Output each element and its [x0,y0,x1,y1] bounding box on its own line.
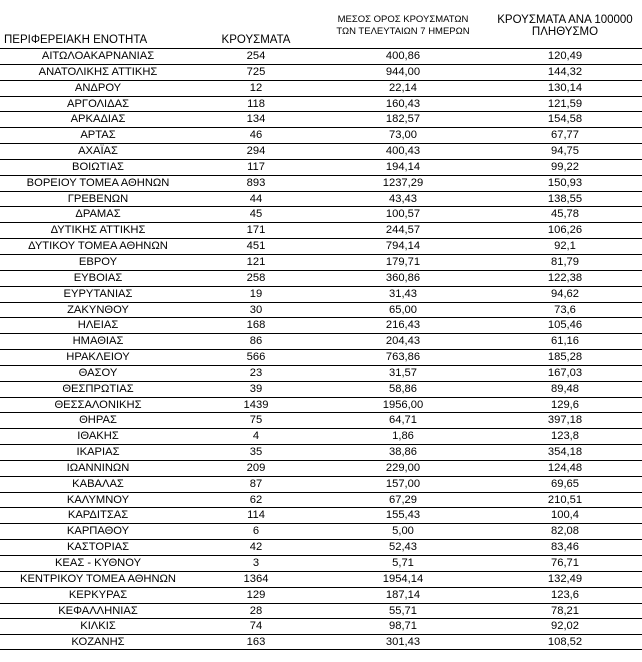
avg-cell: 22,14 [389,81,417,94]
rate-cell: 45,78 [551,208,579,221]
avg-cell: 301,43 [385,636,421,649]
rate-cell: 167,03 [547,366,583,379]
avg-cell: 360,86 [385,271,421,284]
cases-cell: 117 [247,160,265,173]
table-row [0,555,642,571]
cases-cell: 3 [252,557,260,569]
cases-cell: 163 [246,636,266,649]
table-row [0,64,642,80]
column-header-avg-line2: ΤΩΝ ΤΕΛΕΥΤΑΙΩΝ 7 ΗΜΕΡΩΝ [336,26,470,37]
rate-cell: 122,38 [547,271,583,284]
table-row [0,412,642,428]
avg-cell: 194,14 [385,160,421,173]
region-cell: ΚΕΦΑΛΛΗΝΙΑΣ [58,604,138,617]
table-row [0,523,642,539]
avg-cell: 157,00 [385,477,421,490]
rate-cell: 106,26 [547,224,583,237]
rate-cell: 130,14 [547,81,583,94]
cases-cell: 74 [249,620,263,633]
avg-cell: 944,00 [385,65,421,78]
region-cell: ΑΡΤΑΣ [80,129,116,142]
avg-cell: 38,86 [389,446,417,459]
avg-cell: 58,86 [389,382,417,395]
avg-cell: 182,57 [385,113,421,126]
table-row [0,206,642,222]
rate-cell: 150,93 [547,176,583,189]
rate-cell: 82,08 [551,525,579,538]
rate-cell: 73,6 [554,303,576,316]
rate-cell: 124,48 [547,461,583,474]
region-cell: ΘΕΣΠΡΩΤΙΑΣ [62,382,134,395]
table-row [0,381,642,397]
avg-cell: 244,57 [385,224,421,237]
table-row [0,270,642,286]
table-row [0,634,642,650]
rate-cell: 83,46 [551,541,579,554]
cases-cell: 75 [249,414,263,427]
rate-cell: 108,52 [547,636,583,649]
avg-cell: 1956,00 [382,398,424,411]
region-cell: ΕΒΡΟΥ [78,255,118,268]
cases-cell: 294 [246,145,266,158]
rate-cell: 397,18 [547,414,583,427]
cases-cell: 209 [246,461,266,474]
rate-cell: 154,58 [547,113,583,126]
table-row [0,571,642,587]
rate-cell: 89,48 [551,382,579,395]
avg-cell: 179,71 [385,255,421,268]
column-header-cases [196,34,316,46]
cases-cell: 42 [249,541,263,554]
region-cell: ΚΑΡΔΙΤΣΑΣ [67,509,129,522]
table-row [0,460,642,476]
table-row [0,80,642,96]
region-cell: ΓΡΕΒΕΝΩΝ [67,192,129,205]
avg-cell: 1237,29 [382,176,424,189]
avg-cell: 216,43 [385,319,421,332]
cases-cell: 44 [249,192,263,205]
cases-table-body [0,48,642,650]
table-row [0,349,642,365]
cases-cell: 4 [252,430,260,443]
avg-cell: 55,71 [389,604,417,617]
region-cell: ΚΕΡΚΥΡΑΣ [68,588,128,601]
cases-cell: 87 [249,477,263,490]
table-row [0,127,642,143]
cases-cell: 171 [246,224,266,237]
cases-cell: 725 [246,65,266,78]
cases-cell: 451 [246,240,266,253]
avg-cell: 763,86 [385,351,421,364]
cases-cell: 35 [249,446,263,459]
avg-cell: 160,43 [385,97,421,110]
column-header-cases-label: ΚΡΟΥΣΜΑΤΑ [221,34,291,46]
avg-cell: 1954,14 [382,572,424,585]
column-header-7day-average [316,14,490,38]
rate-cell: 100,4 [551,509,579,522]
table-row [0,507,642,523]
region-cell: ΙΩΑΝΝΙΝΩΝ [66,461,130,474]
avg-cell: 400,43 [385,145,421,158]
cases-cell: 114 [247,509,265,522]
region-cell: ΕΥΒΟΙΑΣ [73,271,123,284]
cases-cell: 62 [249,493,263,506]
column-header-avg-line1: ΜΕΣΟΣ ΟΡΟΣ ΚΡΟΥΣΜΑΤΩΝ [337,14,469,25]
rate-cell: 94,75 [551,145,579,158]
rate-cell: 92,02 [551,620,579,633]
avg-cell: 400,86 [385,50,421,62]
rate-cell: 76,71 [551,557,579,569]
region-cell: ΙΚΑΡΙΑΣ [76,446,120,459]
region-cell: ΚΑΣΤΟΡΙΑΣ [66,541,130,554]
avg-cell: 229,00 [385,461,421,474]
rate-cell: 99,22 [551,160,579,173]
avg-cell: 73,00 [389,129,417,142]
rate-cell: 210,51 [547,493,583,506]
table-row [0,222,642,238]
region-cell: ΗΜΑΘΙΑΣ [72,335,124,348]
cases-cell: 1439 [243,398,269,411]
cases-cell: 254 [246,50,266,62]
region-cell: ΔΥΤΙΚΟΥ ΤΟΜΕΑ ΑΘΗΝΩΝ [28,240,168,253]
region-cell: ΒΟΡΕΙΟΥ ΤΟΜΕΑ ΑΘΗΝΩΝ [26,176,170,189]
table-row [0,428,642,444]
rate-cell: 105,46 [547,319,583,332]
rate-cell: 81,79 [551,255,579,268]
region-cell: ΘΑΣΟΥ [78,366,118,379]
rate-cell: 121,59 [547,97,583,110]
table-row [0,96,642,112]
avg-cell: 5,71 [392,557,414,569]
table-row [0,539,642,555]
avg-cell: 43,43 [389,192,417,205]
region-cell: ΑΡΓΟΛΙΔΑΣ [66,97,130,110]
avg-cell: 31,57 [389,366,417,379]
rate-cell: 144,32 [547,65,583,78]
region-cell: ΖΑΚΥΝΘΟΥ [67,303,129,316]
rate-cell: 67,77 [551,129,579,142]
region-cell: ΚΑΡΠΑΘΟΥ [66,525,130,538]
column-header-rate-line2: ΠΛΗΘΥΣΜΟ [531,26,599,38]
rate-cell: 185,28 [547,351,583,364]
cases-cell: 1364 [243,572,269,585]
avg-cell: 155,43 [385,509,421,522]
column-header-rate-per-100000 [490,14,640,38]
region-cell: ΑΧΑΪΑΣ [78,145,118,158]
rate-cell: 69,65 [551,477,579,490]
table-row [0,317,642,333]
region-cell: ΗΛΕΙΑΣ [77,319,119,332]
cases-cell: 19 [249,287,263,300]
table-row [0,365,642,381]
cases-cell: 168 [246,319,266,332]
table-row [0,444,642,460]
table-row [0,143,642,159]
cases-cell: 46 [249,129,263,142]
table-row [0,587,642,603]
table-row [0,302,642,318]
region-cell: ΚΟΖΑΝΗΣ [71,636,125,649]
cases-cell: 118 [247,97,265,110]
avg-cell: 5,00 [392,525,414,538]
avg-cell: 52,43 [389,541,417,554]
region-cell: ΘΗΡΑΣ [79,414,117,427]
column-header-rate-line1: ΚΡΟΥΣΜΑΤΑ ΑΝΑ 100000 [497,14,633,26]
cases-cell: 86 [249,335,263,348]
table-row [0,254,642,270]
avg-cell: 98,71 [389,620,417,633]
region-cell: ΗΡΑΚΛΕΙΟΥ [66,351,130,364]
avg-cell: 100,57 [385,208,421,221]
rate-cell: 132,49 [547,572,583,585]
table-row [0,492,642,508]
rate-cell: 92,1 [554,240,576,253]
cases-cell: 23 [249,366,263,379]
avg-cell: 31,43 [389,287,417,300]
column-header-region [0,34,200,46]
cases-cell: 134 [246,113,266,126]
rate-cell: 123,8 [551,430,579,443]
table-row [0,48,642,64]
table-row [0,618,642,634]
cases-cell: 45 [249,208,263,221]
table-row [0,159,642,175]
region-cell: ΑΙΤΩΛΟΑΚΑΡΝΑΝΙΑΣ [41,50,155,62]
region-cell: ΘΕΣΣΑΛΟΝΙΚΗΣ [54,398,142,411]
region-cell: ΚΑΒΑΛΑΣ [72,477,124,490]
cases-cell: 12 [249,81,263,94]
cases-cell: 28 [249,604,263,617]
rate-cell: 78,21 [551,604,579,617]
avg-cell: 1,86 [392,430,414,443]
cases-cell: 129 [246,588,266,601]
table-row [0,333,642,349]
table-row [0,111,642,127]
region-cell: ΚΙΛΚΙΣ [80,620,116,633]
cases-cell: 30 [249,303,263,316]
region-cell: ΑΡΚΑΔΙΑΣ [70,113,126,126]
avg-cell: 794,14 [385,240,421,253]
rate-cell: 94,62 [551,287,579,300]
column-header-region-label: ΠΕΡΙΦΕΡΕΙΑΚΗ ΕΝΟΤΗΤΑ [4,34,148,46]
table-row [0,286,642,302]
region-cell: ΕΥΡΥΤΑΝΙΑΣ [63,287,133,300]
region-cell: ΚΕΑΣ - ΚΥΘΝΟΥ [54,557,142,569]
region-cell: ΚΑΛΥΜΝΟΥ [66,493,130,506]
cases-cell: 566 [246,351,266,364]
rate-cell: 120,49 [547,50,583,62]
cases-cell: 121 [246,255,266,268]
rate-cell: 123,6 [551,588,579,601]
cases-cell: 258 [246,271,266,284]
region-cell: ΚΕΝΤΡΙΚΟΥ ΤΟΜΕΑ ΑΘΗΝΩΝ [19,572,176,585]
table-row [0,476,642,492]
avg-cell: 67,29 [389,493,417,506]
table-row [0,397,642,413]
region-cell: ΑΝΑΤΟΛΙΚΗΣ ΑΤΤΙΚΗΣ [38,65,158,78]
region-cell: ΑΝΔΡΟΥ [74,81,122,94]
table-row [0,603,642,619]
table-row [0,238,642,254]
rate-cell: 61,16 [551,335,579,348]
region-cell: ΔΡΑΜΑΣ [75,208,121,221]
avg-cell: 64,71 [389,414,417,427]
cases-cell: 6 [252,525,260,538]
region-cell: ΙΘΑΚΗΣ [77,430,119,443]
avg-cell: 187,14 [385,588,421,601]
table-row [0,191,642,207]
table-row [0,175,642,191]
region-cell: ΔΥΤΙΚΗΣ ΑΤΤΙΚΗΣ [50,224,146,237]
rate-cell: 354,18 [547,446,583,459]
avg-cell: 65,00 [389,303,417,316]
avg-cell: 204,43 [385,335,421,348]
rate-cell: 129,6 [551,398,579,411]
rate-cell: 138,55 [547,192,583,205]
cases-cell: 39 [249,382,263,395]
region-cell: ΒΟΙΩΤΙΑΣ [72,160,124,173]
cases-cell: 893 [246,176,266,189]
